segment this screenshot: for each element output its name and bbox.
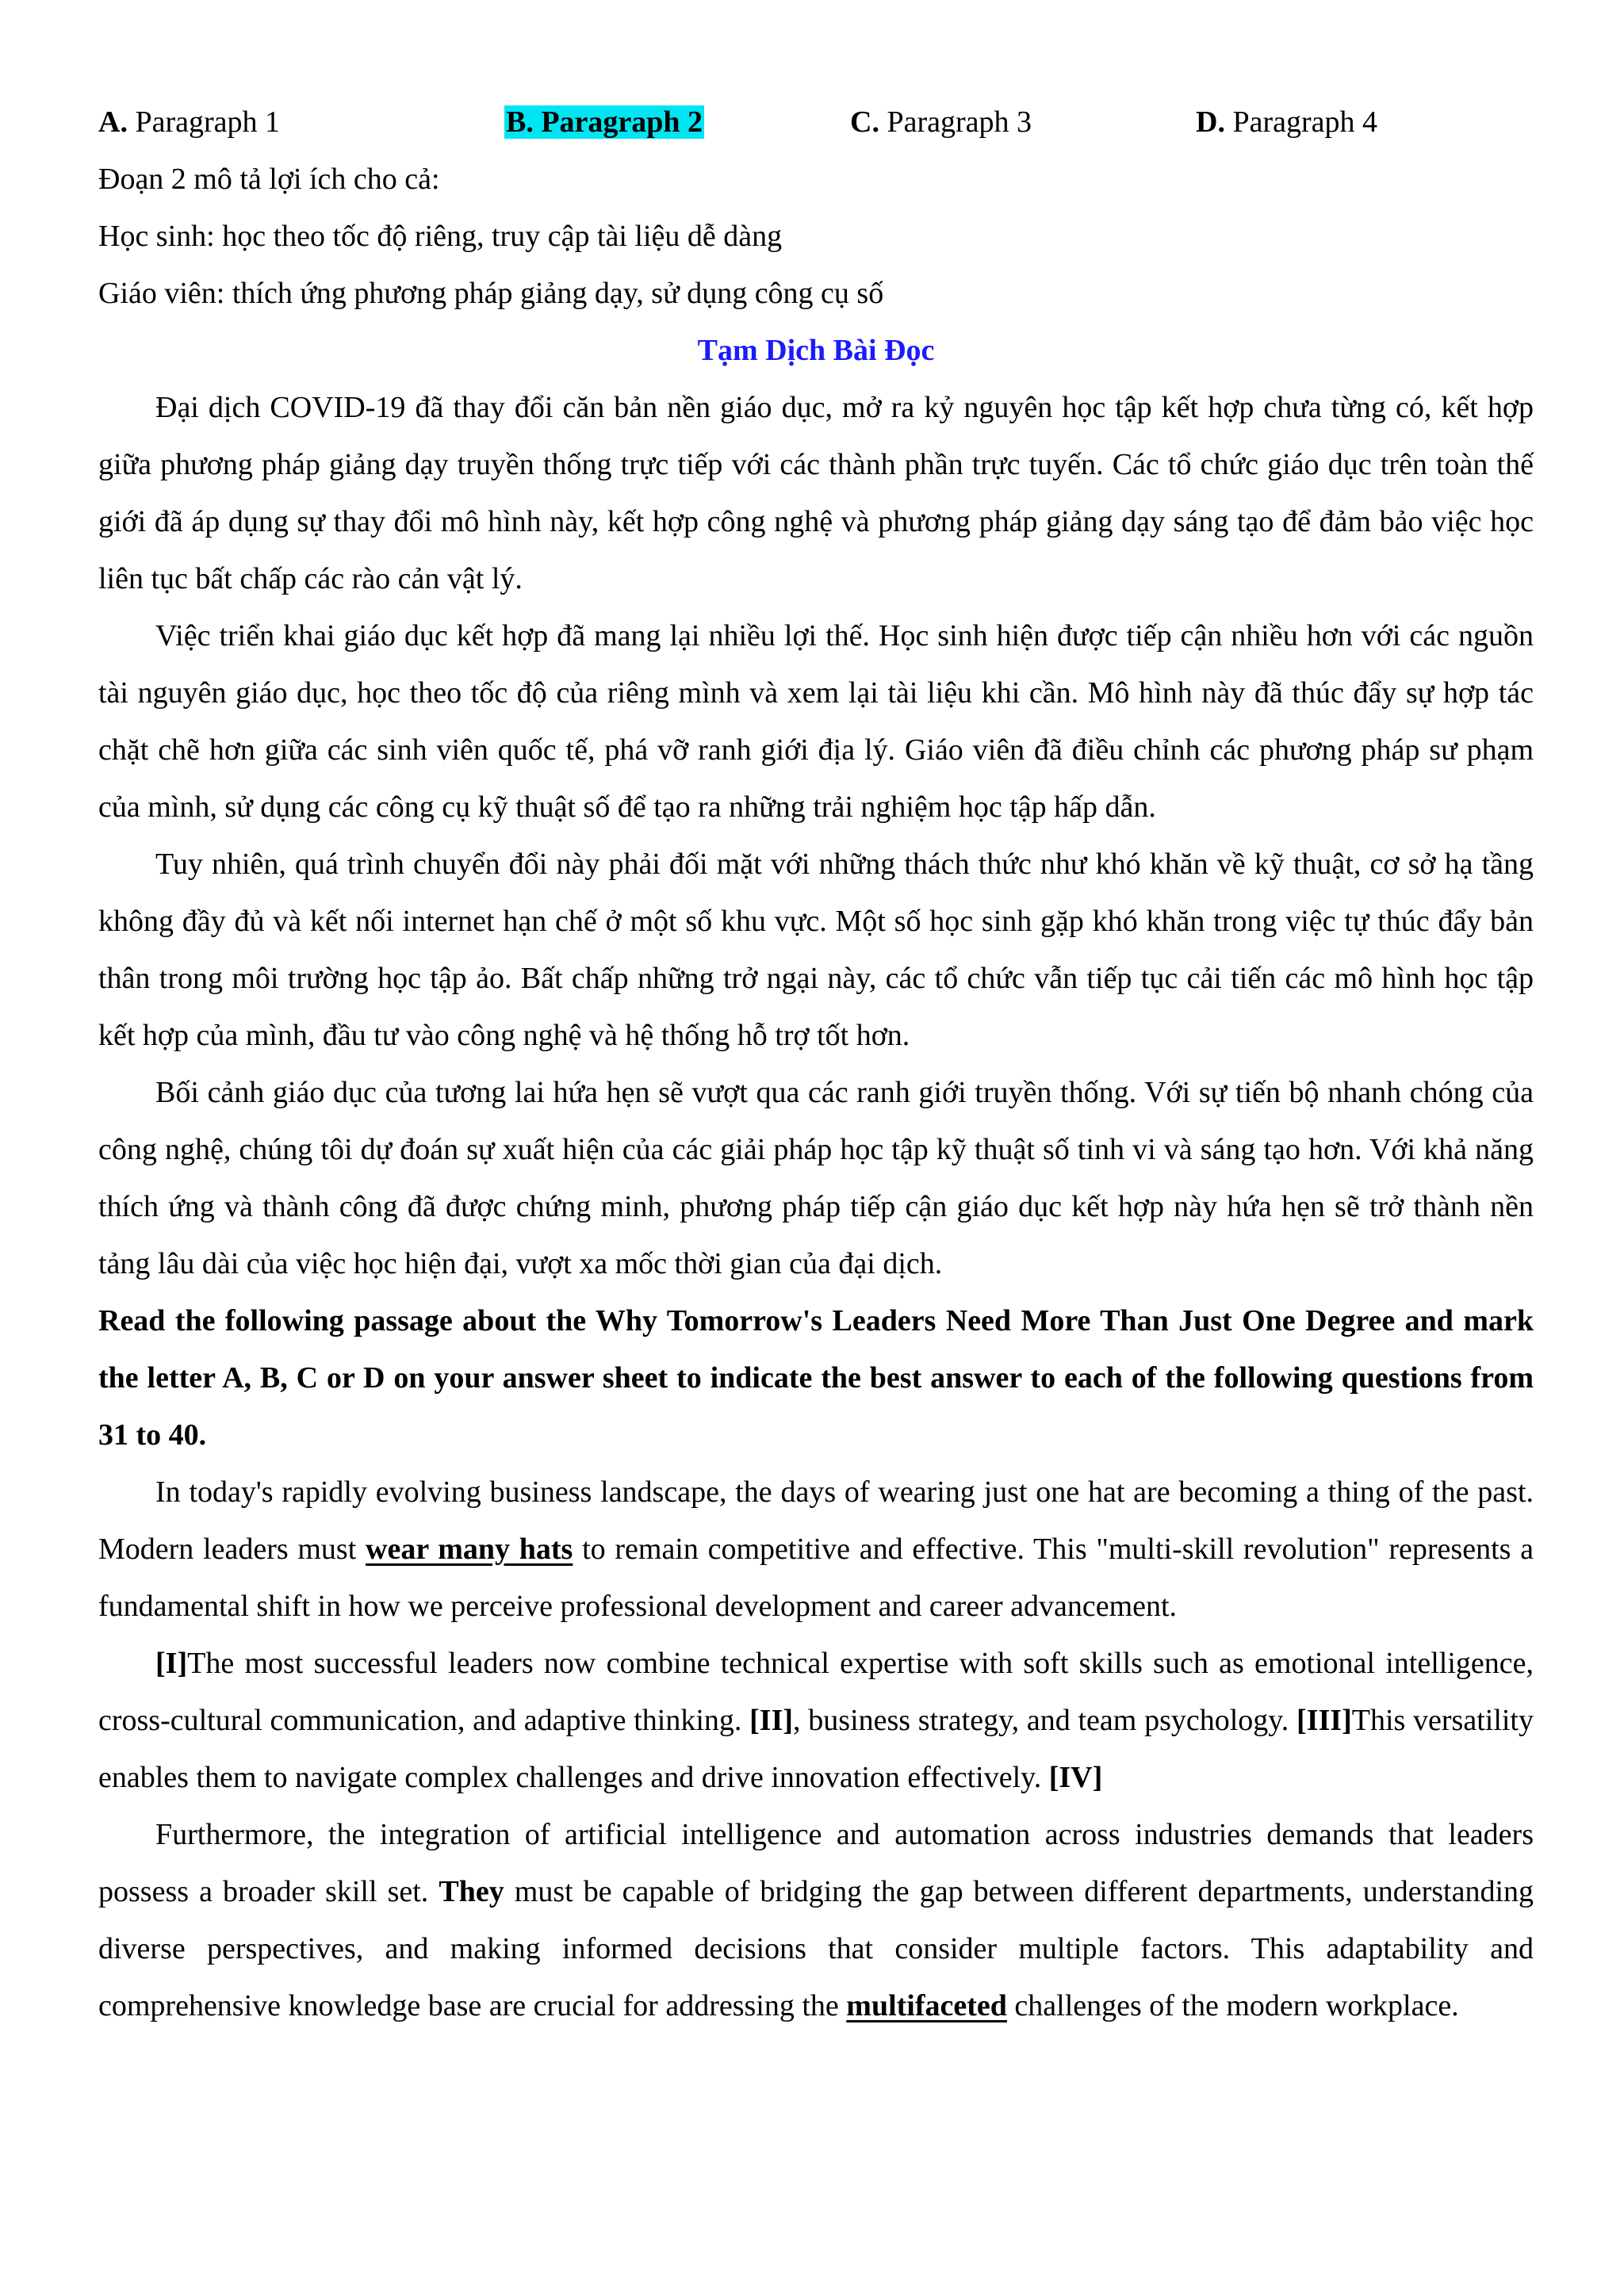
passage-paragraph-3: Furthermore, the integration of artificial intelligence and automation across industries demands that leaders possess a broader skill set. They must be capable of bridging the gap between different departments, understanding diverse perspectives, and making informed decisions that consider multiple factors. This adaptability and comprehensive knowledge base are crucial for addressing the multifaceted challenges of the modern workplace. bbox=[98, 1818, 1534, 2022]
option-a: A. Paragraph 1 bbox=[98, 105, 280, 139]
position-marker: [I] bbox=[155, 1647, 188, 1680]
document-content bbox=[98, 94, 1534, 2034]
translation-paragraph: Tuy nhiên, quá trình chuyển đổi này phải đối mặt với những thách thức như khó khăn về kỹ thuật, cơ sở hạ tầng không đầy đủ và kết nối internet hạn chế ở một số khu vực. Một số học sinh gặp khó khăn trong việc tự thúc đẩy bản thân trong môi trường học tập ảo. Bất chấp những trở ngại này, các tổ chức vẫn tiếp tục cải tiến các mô hình học tập kết hợp của mình, đầu tư vào công nghệ và hệ thống hỗ trợ tốt hơn. bbox=[98, 848, 1534, 1052]
option-b-highlighted: B. Paragraph 2 bbox=[506, 105, 703, 139]
translation-title: Tạm Dịch Bài Đọc bbox=[697, 334, 935, 367]
position-marker: [II] bbox=[749, 1704, 794, 1737]
passage-paragraph-1: In today's rapidly evolving business landscape, the days of wearing just one hat are becoming a thing of the past. Modern leaders must wear many hats to remain competitive and effective. This "multi-skill revolution" represents a fundamental shift in how we perceive professional development and career advancement. bbox=[98, 1475, 1534, 1623]
option-d: D. Paragraph 4 bbox=[1196, 105, 1377, 139]
position-marker: [IV] bbox=[1048, 1761, 1103, 1794]
underlined-phrase: wear many hats bbox=[366, 1533, 573, 1566]
explanation-line: Đoạn 2 mô tả lợi ích cho cả: bbox=[98, 163, 440, 196]
translation-paragraph: Bối cảnh giáo dục của tương lai hứa hẹn sẽ vượt qua các ranh giới truyền thống. Với sự tiến bộ nhanh chóng của công nghệ, chúng tôi dự đoán sự xuất hiện của các giải pháp học tập kỹ thuật số tinh vi và sáng tạo hơn. Với khả năng thích ứng và thành công đã được chứng minh, phương pháp tiếp cận giáo dục kết hợp này hứa hẹn sẽ trở thành nền tảng lâu dài của việc học hiện đại, vượt xa mốc thời gian của đại dịch. bbox=[98, 1076, 1534, 1280]
explanation-line: Học sinh: học theo tốc độ riêng, truy cập tài liệu dễ dàng bbox=[98, 220, 783, 253]
answer-options bbox=[98, 94, 1534, 151]
position-marker: [III] bbox=[1297, 1704, 1352, 1737]
explanation-line: Giáo viên: thích ứng phương pháp giảng dạy, sử dụng công cụ số bbox=[98, 277, 884, 310]
translation-paragraph: Đại dịch COVID-19 đã thay đổi căn bản nền giáo dục, mở ra kỷ nguyên học tập kết hợp chưa từng có, kết hợp giữa phương pháp giảng dạy truyền thống trực tiếp với các thành phần trực tuyến. Các tổ chức giáo dục trên toàn thế giới đã áp dụng sự thay đổi mô hình này, kết hợp công nghệ và phương pháp giảng dạy sáng tạo để đảm bảo việc học liên tục bất chấp các rào cản vật lý. bbox=[98, 391, 1534, 595]
bold-pronoun: They bbox=[439, 1875, 504, 1908]
reading-instruction: Read the following passage about the Why Tomorrow's Leaders Need More Than Just One Degree and mark the letter A, B, C or D on your answer sheet to indicate the best answer to each of the following questions from 31 to 40. bbox=[98, 1304, 1534, 1452]
option-c: C. Paragraph 3 bbox=[850, 105, 1032, 139]
passage-paragraph-2: [I]The most successful leaders now combine technical expertise with soft skills such as emotional intelligence, cross-cultural communication, and adaptive thinking. [II], business strategy, and team psychology. [III]This versatility enables them to navigate complex challenges and drive innovation effectively. [IV] bbox=[98, 1647, 1534, 1794]
underlined-word: multifaceted bbox=[846, 1989, 1007, 2022]
translation-paragraph: Việc triển khai giáo dục kết hợp đã mang lại nhiều lợi thế. Học sinh hiện được tiếp cận nhiều hơn với các nguồn tài nguyên giáo dục, học theo tốc độ của riêng mình và xem lại tài liệu khi cần. Mô hình này đã thúc đẩy sự hợp tác chặt chẽ hơn giữa các sinh viên quốc tế, phá vỡ ranh giới địa lý. Giáo viên đã điều chỉnh các phương pháp sư phạm của mình, sử dụng các công cụ kỹ thuật số để tạo ra những trải nghiệm học tập hấp dẫn. bbox=[98, 619, 1534, 824]
